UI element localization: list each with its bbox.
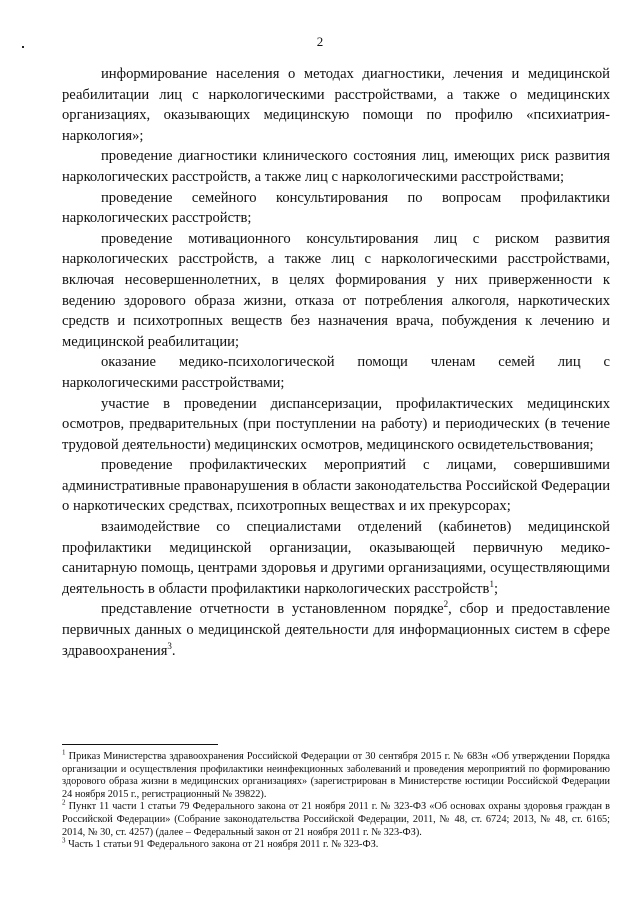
body-text — [62, 64, 610, 661]
paragraph-clinical-diagnostics — [62, 146, 610, 187]
paragraph-text: взаимодействие со специалистами отделений (кабинетов) медицинской профилактики медицинской организации, оказывающей первичную медико-санитарную помощь, центрами здоровья и другими организациями, осуществляющими деятельность в области профилактики наркологических расстройств — [62, 519, 610, 597]
paragraph-tail: , сбор и предоставление первичных данных о медицинской деятельности для информационных систем в сфере здравоохранения — [62, 601, 611, 659]
paragraph-public-information — [62, 64, 610, 146]
footnote-number: 2 — [62, 798, 66, 807]
footnotes — [62, 748, 610, 852]
footnote-number: 1 — [62, 748, 66, 757]
paragraph-text: проведение диагностики клинического состояния лиц, имеющих риск развития наркологических расстройств, а также лиц с наркологическими расстройствами; — [62, 148, 610, 185]
page-number: 2 — [316, 34, 324, 49]
footnote-text: Часть 1 статьи 91 Федерального закона от 21 ноября 2011 г. № 323-ФЗ. — [65, 839, 379, 851]
paragraph-tail: ; — [493, 580, 498, 597]
paragraph-preventive-measures — [62, 455, 610, 517]
footnote-text: Приказ Министерства здравоохранения Российской Федерации от 30 сентября 2015 г. № 683н «Об утверждении Порядка организации и осуществления профилактики неинфекционных заболеваний и проведения мероприятий по формированию здорового образа жизни в медицинских организациях» (зарегистрирован в Министерстве юстиции Российской Федерации 24 ноября 2015 г., регистрационный № 39822). — [62, 751, 610, 800]
footnote-reference-2: 2 — [443, 599, 449, 610]
paragraph-text: представление отчетности в установленном порядке — [101, 601, 444, 618]
paragraph-text: участие в проведении диспансеризации, профилактических медицинских осмотров, предварительных (при поступлении на работу) и периодических (в течение трудовой деятельности) медицинских осмотров, медицинского освидетельствования; — [62, 395, 610, 453]
paragraph-family-counseling — [62, 188, 610, 229]
paragraph-text: оказание медико-психологической помощи членам семей лиц с наркологическими расстройствами; — [62, 354, 610, 391]
paragraph-tail-end: . — [171, 642, 176, 659]
footnote-2 — [62, 798, 610, 839]
paragraph-text: проведение мотивационного консультирования лиц с риском развития наркологических расстройств, а также лиц с наркологическими расстройствами, включая несовершеннолетних, в целях формирования у них приверженности к ведению здорового образа жизни, отказа от потребления алкоголя, наркотических средств и психотропных веществ без назначения врача, побуждения к лечению и медицинской реабилитации; — [62, 230, 610, 350]
paragraph-text: проведение профилактических мероприятий с лицами, совершившими административные правонарушения в области законодательства Российской Федерации о наркотических средствах, психотропных веществах и их прекурсорах; — [62, 457, 610, 515]
paragraph-interaction — [62, 517, 610, 599]
footnote-3 — [62, 836, 610, 852]
paragraph-reporting — [62, 599, 610, 661]
footnote-1 — [62, 748, 610, 801]
footnote-text: Пункт 11 части 1 статьи 79 Федерального закона от 21 ноября 2011 г. № 323-ФЗ «Об основах охраны здоровья граждан в Российской Федерации» (Собрание законодательства Российской Федерации, 2011, № 48, ст. 6724; 2013, № 48, ст. 6165; 2014, № 30, ст. 4257) (далее – Федеральный закон от 21 ноября 2011 г. № 323-ФЗ). — [62, 801, 610, 838]
footnote-number: 3 — [62, 836, 66, 845]
paragraph-psychological-help — [62, 352, 610, 393]
footnote-divider — [62, 744, 218, 745]
footnote-reference-1: 1 — [489, 578, 494, 589]
paragraph-text: информирование населения о методах диагностики, лечения и медицинской реабилитации лиц с наркологическими расстройствами, а также о медицинских организациях, оказывающих медицинскую помощи по профилю «психиатрия-наркология»; — [62, 66, 610, 144]
footnote-reference-3: 3 — [167, 640, 172, 651]
paragraph-text: проведение семейного консультирования по вопросам профилактики наркологических расстройств; — [62, 189, 610, 227]
paragraph-medical-examinations — [62, 394, 610, 456]
paragraph-motivational-counseling — [62, 229, 610, 353]
